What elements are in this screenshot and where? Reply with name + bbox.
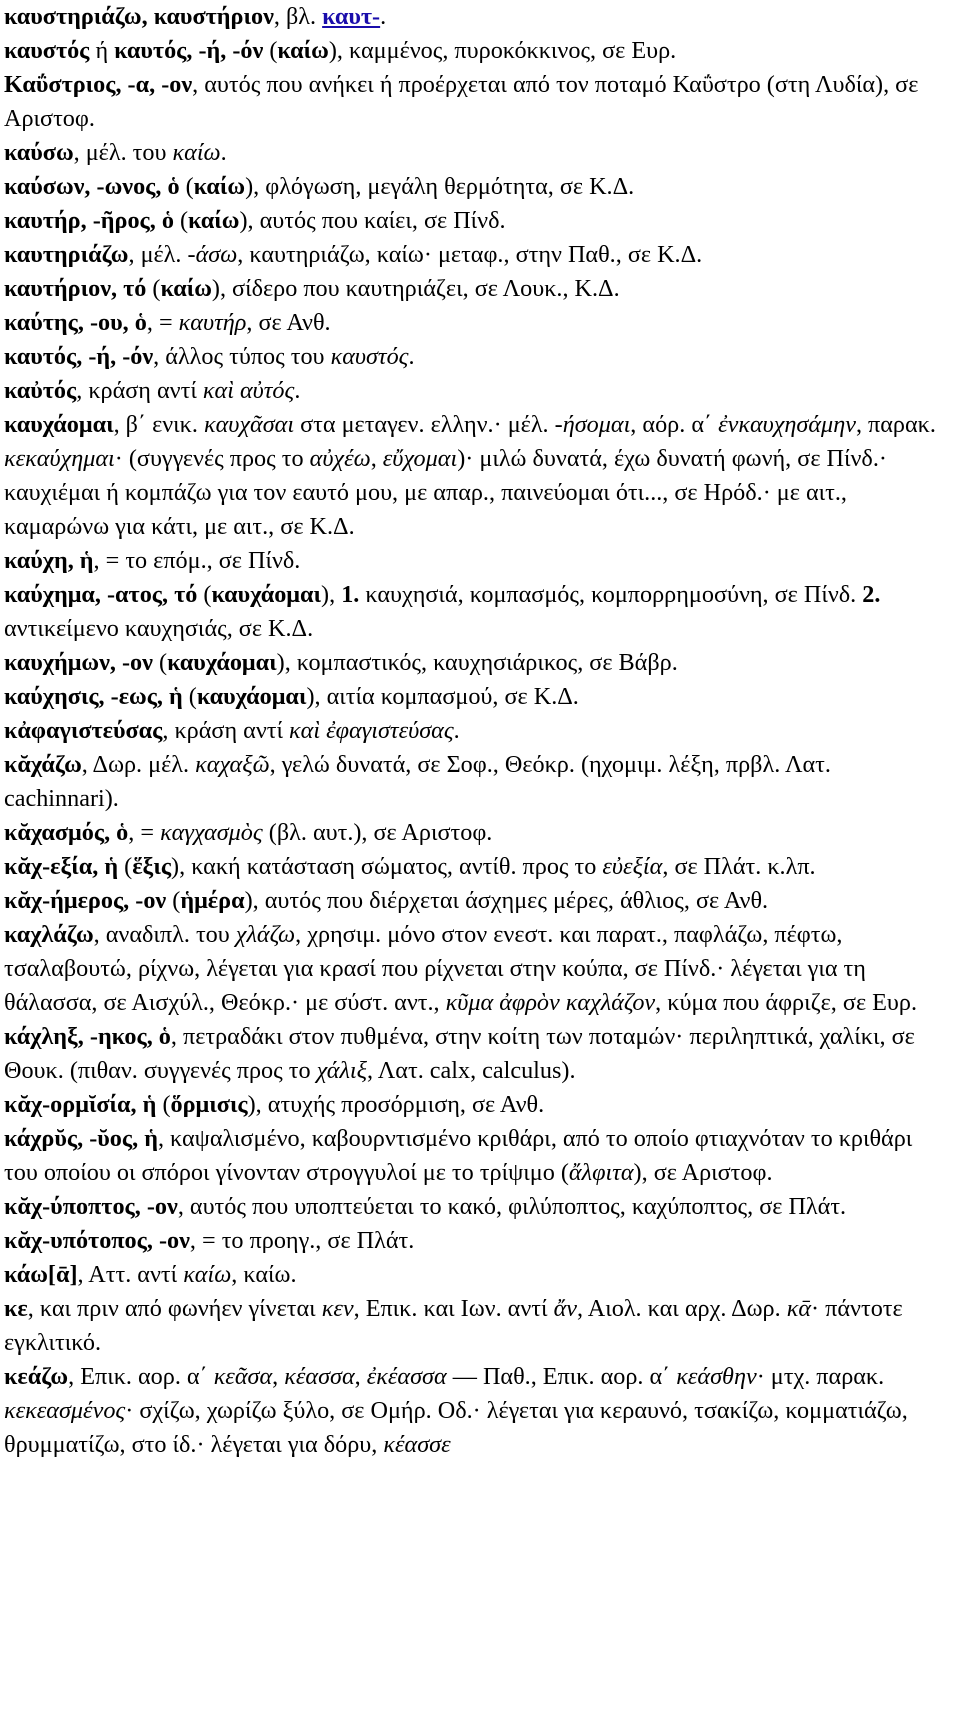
entry-text: · (συγγενές προς το (114, 445, 310, 472)
italic-text: κεκαύχημαι (4, 445, 115, 472)
italic-text: κεκεασμένος (4, 1397, 126, 1424)
headword: καὐτός (4, 377, 77, 404)
italic-text: κεάσθην (676, 1363, 757, 1390)
headword: καύχημα, -ατος, τό (4, 581, 198, 608)
italic-text: καυχᾶσαι (203, 411, 295, 438)
dictionary-entry (4, 1360, 946, 1462)
dictionary-entry (4, 646, 946, 680)
entry-text: , καψαλισμένο, καβουρντισμένο κριθάρι, από το οποίο φτιαχνόταν το κριθάρι του οποίου οι σπόροι γίνονταν στρογγυλοί με το τρίψιμο ( (4, 1125, 913, 1186)
dictionary-entry (4, 34, 946, 68)
entry-text: ), σίδερο που καυτηριάζει, σε Λουκ., Κ.Δ. (211, 275, 620, 302)
entry-text: )· μιλώ δυνατά, έχω δυνατή φωνή, σε Πίνδ.· καυχιέμαι ή κομπάζω για τον εαυτό μου, με απαρ., παινεύομαι ότι..., σε Ηρόδ.· με αιτ., καμαρώνω για κάτι, με αιτ., σε Κ.Δ. (4, 445, 887, 540)
italic-text: καίω (183, 1261, 232, 1288)
entry-text: , (370, 445, 383, 472)
entry-text: . (294, 377, 301, 404)
entry-text: ή (89, 37, 115, 64)
entry-text: , σε Ανθ. (246, 309, 331, 336)
dictionary-entry (4, 884, 946, 918)
dictionary-entry (4, 1020, 946, 1088)
italic-text: καὶ ἐφαγιστεύσας (289, 717, 454, 744)
italic-text: ἄν (553, 1295, 577, 1322)
italic-text: εὔχομαι (382, 445, 458, 472)
italic-text: κέασσα (284, 1363, 355, 1390)
headword: Καΰστριος, -α, -ον (4, 71, 193, 98)
dictionary-entry (4, 578, 946, 646)
dictionary-entry (4, 748, 946, 816)
bold-text: καυτός, -ή, -όν (114, 37, 264, 64)
italic-text: καχαξῶ (195, 751, 270, 778)
entry-text: ( (173, 207, 189, 234)
entry-text: , (272, 1363, 285, 1390)
italic-text: καγχασμὸς (160, 819, 263, 846)
italic-text: κᾱ (786, 1295, 812, 1322)
italic-text: κεν (321, 1295, 354, 1322)
headword: καύτης, -ου, ὁ (4, 309, 147, 336)
entry-text: , β΄ ενικ. (113, 411, 204, 438)
bold-text: καίω (160, 275, 212, 302)
headword: καυτός, -ή, -όν (4, 343, 154, 370)
headword: καυχήμων, -ον (4, 649, 153, 676)
entry-text: , αυτός που ανήκει ή προέρχεται από τον ποταμό Καΰστρο (στη Λυδία), σε Αριστοφ. (4, 71, 919, 132)
entry-text: ), (321, 581, 342, 608)
headword: καυτήριον, τό (4, 275, 147, 302)
dictionary-entry (4, 136, 946, 170)
headword: κᾰχ-υπότοπος, -ον (4, 1227, 190, 1254)
entry-text: ), αυτός που διέρχεται άσχημες μέρες, άθλιος, σε Ανθ. (244, 887, 769, 914)
entry-text: στα μεταγεν. ελλην.· μέλ. (294, 411, 555, 438)
dictionary-entry (4, 714, 946, 748)
dictionary-entry (4, 1122, 946, 1190)
entry-text: , καίω. (231, 1261, 297, 1288)
headword: καύσω (4, 139, 74, 166)
italic-text: καυστός (330, 343, 409, 370)
entry-text: , άλλος τύπος του (153, 343, 331, 370)
entry-text: ), κακή κατάσταση σώματος, αντίθ. προς το (171, 853, 603, 880)
bold-text: 1. (341, 581, 360, 608)
italic-text: καυτήρ (178, 309, 247, 336)
italic-text: κέασσε (383, 1431, 451, 1458)
entry-text: , σε Πλάτ. κ.λπ. (662, 853, 816, 880)
headword: κάω[ᾱ] (4, 1261, 78, 1288)
entry-text: , = το επόμ., σε Πίνδ. (93, 547, 301, 574)
italic-text: ἐνκαυχησάμην (718, 411, 856, 438)
dictionary-entry (4, 1190, 946, 1224)
entry-text: ( (166, 887, 181, 914)
headword: κᾰχ-εξία, ἡ (4, 853, 119, 880)
entry-text: ), φλόγωση, μεγάλη θερμότητα, σε Κ.Δ. (245, 173, 635, 200)
bold-text: 2. (862, 581, 881, 608)
headword: καυτήρ, -ῆρος, ὁ (4, 207, 174, 234)
headword: κᾰχ-ορμῐσία, ἡ (4, 1091, 157, 1118)
entry-text: . (220, 139, 227, 166)
italic-text: εὐεξία (602, 853, 663, 880)
entry-text: · πάντοτε εγκλιτικό. (4, 1295, 903, 1356)
entry-text: , = (146, 309, 179, 336)
headword: καχλάζω (4, 921, 94, 948)
entry-text: ), σε Αριστοφ. (633, 1159, 773, 1186)
italic-text: καίω (172, 139, 221, 166)
headword: καύχη, ἡ (4, 547, 94, 574)
dictionary-entry (4, 408, 946, 544)
entry-text: (βλ. αυτ.), σε Αριστοφ. (262, 819, 493, 846)
headword: κεάζω (4, 1363, 69, 1390)
entry-text: , γελώ δυνατά, σε Σοφ., Θεόκρ. (ηχομιμ. λέξη, πρβλ. Λατ. cachinnari). (4, 751, 831, 812)
italic-text: αὐχέω (309, 445, 371, 472)
bold-text: ἕξις (132, 853, 172, 880)
italic-text: κεᾶσα (213, 1363, 273, 1390)
headword: κε (4, 1295, 28, 1322)
entry-text: ( (146, 275, 161, 302)
entry-text: , Επικ. και Ιων. αντί (353, 1295, 554, 1322)
headword: κἀφαγιστεύσας (4, 717, 163, 744)
entry-text: , Επικ. αορ. α΄ (68, 1363, 214, 1390)
entry-text: , (354, 1363, 367, 1390)
entry-text: , αναδιπλ. του (93, 921, 236, 948)
dictionary-entry (4, 544, 946, 578)
headword: καύχησις, -εως, ἡ (4, 683, 183, 710)
entry-text: , χρησιμ. μόνο στον ενεστ. και παρατ., παφλάζω, πέφτω, τσαλαβουτώ, ρίχνω, λέγεται για κρασί που ρίχνεται στην κούπα, σε Πίνδ.· λέγεται για τη θάλασσα, σε Αισχύλ., Θεόκρ.· με σύστ. αντ., (4, 921, 866, 1016)
entry-text: . (453, 717, 460, 744)
entry-text: ( (263, 37, 278, 64)
dictionary-entry (4, 272, 946, 306)
headword: καυτηριάζω (4, 241, 129, 268)
headword: καυστηριάζω, καυστήριον (4, 3, 274, 30)
entry-text: , αόρ. α΄ (630, 411, 719, 438)
entry-text: ( (179, 173, 194, 200)
dictionary-entry (4, 238, 946, 272)
bold-text: καυχάομαι (196, 683, 307, 710)
dictionary-entry (4, 1258, 946, 1292)
headword: καύσων, -ωνος, ὁ (4, 173, 180, 200)
italic-text: καὶ αὐτός (202, 377, 295, 404)
entry-text: καυχησιά, κομπασμός, κομπορρημοσύνη, σε Πίνδ. (359, 581, 863, 608)
bold-text: καυχάομαι (211, 581, 322, 608)
entry-text: , Αττ. αντί (77, 1261, 184, 1288)
dictionary-entry (4, 68, 946, 136)
dictionary-entry (4, 340, 946, 374)
bold-text: ὅρμισις (170, 1091, 248, 1118)
dictionary-entry (4, 374, 946, 408)
headword: κάχρῠς, -ῠος, ἡ (4, 1125, 158, 1152)
entry-text: , και πριν από φωνήεν γίνεται (27, 1295, 322, 1322)
entry-text: , = (128, 819, 161, 846)
dictionary-entry (4, 1088, 946, 1122)
entry-text: , κύμα που άφριζε, σε Ευρ. (655, 989, 918, 1016)
headword: καυστός (4, 37, 90, 64)
entry-text: , = το προηγ., σε Πλάτ. (189, 1227, 415, 1254)
italic-text: ἐκέασσα (366, 1363, 447, 1390)
entry-text: ), καμμένος, πυροκόκκινος, σε Ευρ. (328, 37, 677, 64)
entry-text: ( (118, 853, 133, 880)
entry-text: , Δωρ. μέλ. (81, 751, 196, 778)
entry-text: , Αιολ. και αρχ. Δωρ. (577, 1295, 787, 1322)
entry-text: ( (182, 683, 197, 710)
italic-text: χάλιξ (316, 1057, 367, 1084)
bold-text: καίω (193, 173, 246, 200)
entry-text: , μέλ. του (73, 139, 173, 166)
entry-text: , αυτός που υποπτεύεται το κακό, φιλύποπτος, καχύποπτος, σε Πλάτ. (177, 1193, 847, 1220)
bold-text: καυχάομαι (167, 649, 277, 676)
entry-text: , καυτηριάζω, καίω· μεταφ., στην Παθ., σε Κ.Δ. (237, 241, 703, 268)
entry-text: · μτχ. παρακ. (756, 1363, 885, 1390)
entry-text: , βλ. (273, 3, 323, 30)
headword: κάχληξ, -ηκος, ὁ (4, 1023, 171, 1050)
dictionary-entry (4, 0, 946, 34)
entry-text: ), αυτός που καίει, σε Πίνδ. (239, 207, 506, 234)
bold-text: καίω (277, 37, 329, 64)
bold-text: ἡμέρα (180, 887, 245, 914)
italic-text: -άσω (187, 241, 238, 268)
entry-text: ), αιτία κομπασμού, σε Κ.Δ. (306, 683, 579, 710)
bold-text: καίω (188, 207, 240, 234)
entry-text: ( (197, 581, 212, 608)
dictionary-entry (4, 170, 946, 204)
dictionary-entry (4, 918, 946, 1020)
entry-text: , κράση αντί (162, 717, 290, 744)
entry-text: . (380, 3, 387, 30)
dictionary-entry (4, 850, 946, 884)
dictionary-entry (4, 1224, 946, 1258)
entry-text: , μέλ. (128, 241, 188, 268)
italic-text: ἄλφιτα (568, 1159, 634, 1186)
italic-text: κῦμα ἀφρὸν καχλάζον (445, 989, 656, 1016)
dictionary-entry (4, 204, 946, 238)
entry-text: ( (156, 1091, 171, 1118)
entry-text: ), κομπαστικός, καυχησιάρικος, σε Βάβρ. (276, 649, 678, 676)
italic-text: χλάζω (235, 921, 296, 948)
italic-text: -ήσομαι (554, 411, 631, 438)
entry-text: , Λατ. calx, calculus). (367, 1057, 576, 1084)
entry-text: ), ατυχής προσόρμιση, σε Ανθ. (247, 1091, 545, 1118)
dictionary-entry (4, 816, 946, 850)
entry-text: , κράση αντί (76, 377, 203, 404)
headword: κᾰχάζω (4, 751, 82, 778)
headword: κᾰχασμός, ὁ (4, 819, 129, 846)
dictionary-entry (4, 306, 946, 340)
entry-text: αντικείμενο καυχησιάς, σε Κ.Δ. (4, 615, 314, 642)
entry-text: — Παθ., Επικ. αορ. α΄ (446, 1363, 677, 1390)
headword: καυχάομαι (4, 411, 114, 438)
cross-reference-link[interactable]: καυτ- (322, 3, 381, 30)
dictionary-entry (4, 680, 946, 714)
headword: κᾰχ-ύποπτος, -ον (4, 1193, 178, 1220)
entry-text: , παρακ. (855, 411, 936, 438)
entry-text: , πετραδάκι στον πυθμένα, στην κοίτη των ποταμών· περιληπτικά, χαλίκι, σε Θουκ. (πιθαν. συγγενές προς το (4, 1023, 915, 1084)
entry-text: · σχίζω, χωρίζω ξύλο, σε Ομήρ. Οδ.· λέγεται για κεραυνό, τσακίζω, κομματιάζω, θρυμματίζω, στο ίδ.· λέγεται για δόρυ, (4, 1397, 908, 1458)
entry-text: ( (152, 649, 168, 676)
headword: κᾰχ-ήμερος, -ον (4, 887, 167, 914)
dictionary-entry (4, 1292, 946, 1360)
entry-text: . (408, 343, 415, 370)
